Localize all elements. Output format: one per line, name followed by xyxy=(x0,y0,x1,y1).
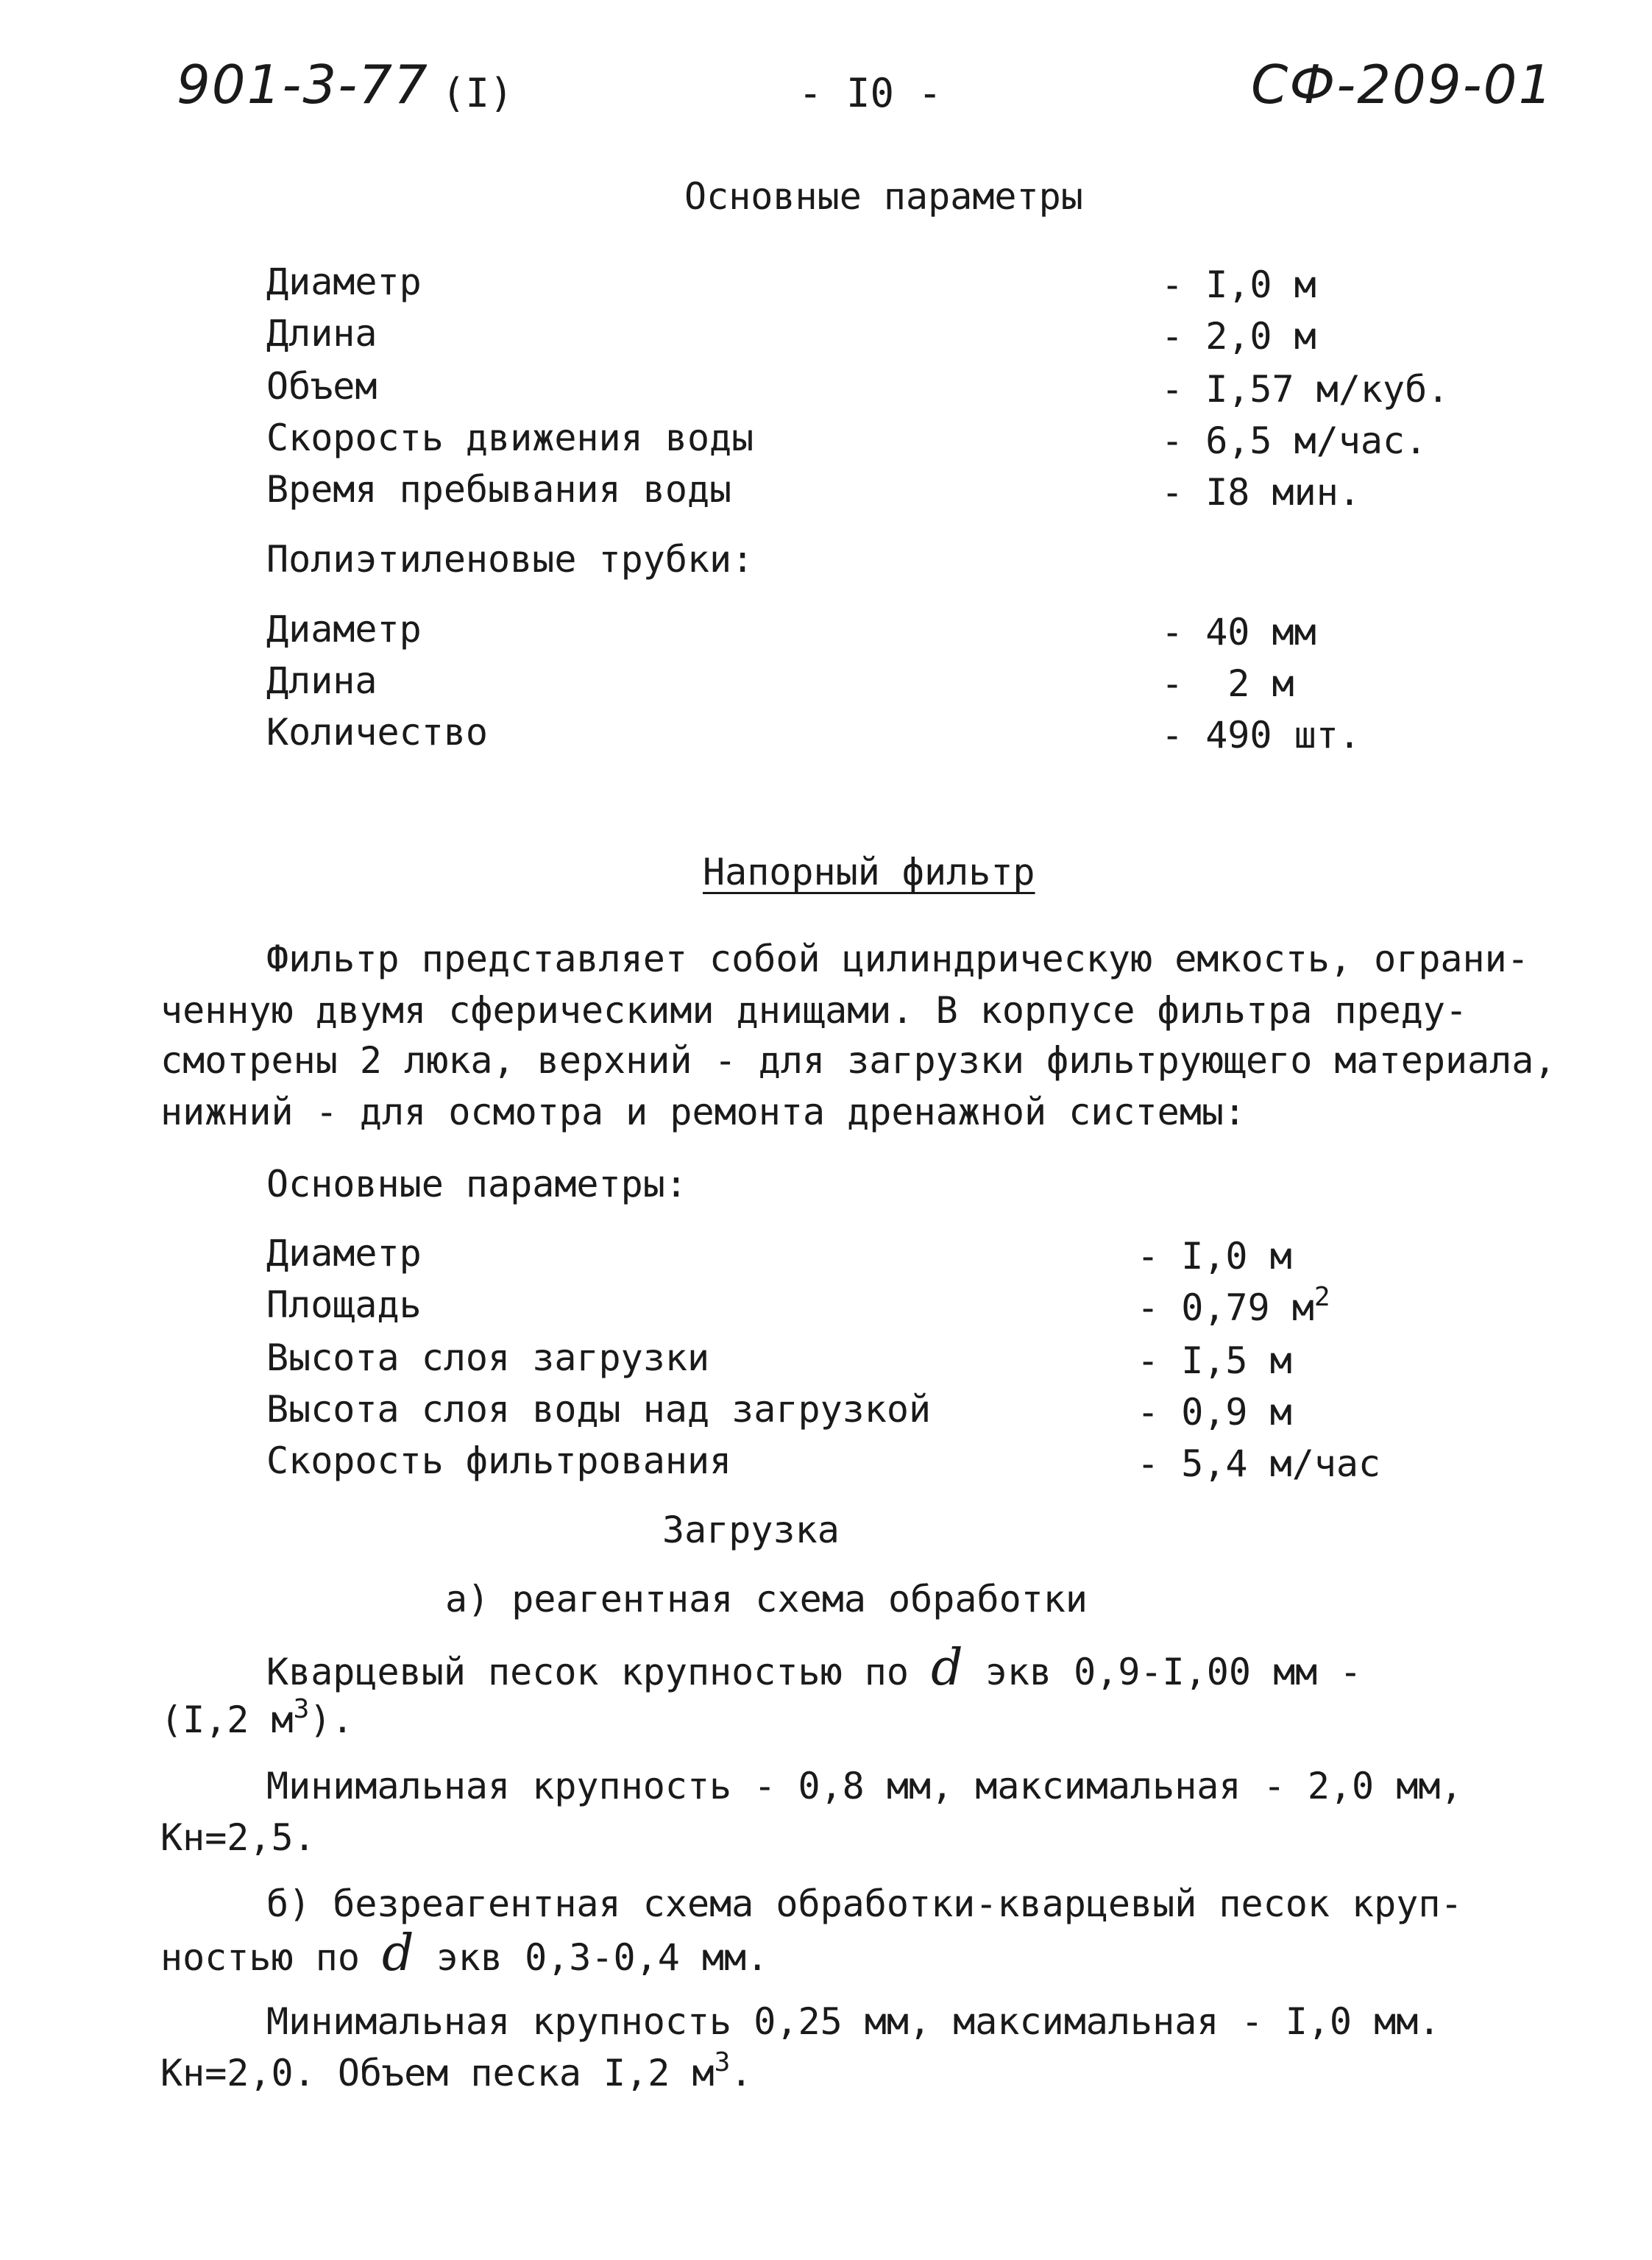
page-number: - I0 - xyxy=(798,70,943,116)
d-equivalent-symbol: d xyxy=(931,1639,963,1697)
param-value: - I8 мин. xyxy=(1161,471,1361,514)
param-label: Объем xyxy=(266,365,377,408)
superscript: 3 xyxy=(714,2047,731,2077)
paragraph-line: ченную двумя сферическими днищами. В корпусе фильтра преду- xyxy=(160,989,1468,1032)
text-fragment: (I,2 м xyxy=(160,1698,294,1741)
param-label: Высота слоя загрузки xyxy=(266,1336,710,1379)
param-value: - 6,5 м/час. xyxy=(1161,419,1428,462)
param-label: Количество xyxy=(266,711,489,754)
text-fragment: экв 0,9-I,00 мм - xyxy=(985,1651,1362,1693)
param-label: Время пребывания воды xyxy=(266,468,732,511)
param-value: - 2 м xyxy=(1161,662,1294,705)
document-code-left: 901-3-77 xyxy=(177,54,429,116)
scheme-b-line-2 xyxy=(160,1924,769,1983)
scheme-a-line-2 xyxy=(160,1694,354,1746)
text-fragment: ностью по xyxy=(160,1936,360,1979)
param-value: - 2,0 м xyxy=(1161,315,1316,358)
scheme-a-line-4: Кн=2,5. xyxy=(160,1816,316,1859)
scheme-b-line-4 xyxy=(160,2047,752,2099)
scheme-a-title: а) реагентная схема обработки xyxy=(445,1578,1088,1620)
param-label: Диаметр xyxy=(266,608,422,651)
param-label: Скорость движения воды xyxy=(266,417,754,459)
param-label: Высота слоя воды над загрузкой xyxy=(266,1388,932,1431)
param-value: - 5,4 м/час xyxy=(1137,1442,1381,1485)
scheme-a-line-1 xyxy=(266,1639,1362,1698)
param-label: Скорость фильтрования xyxy=(266,1439,732,1482)
param-label: Длина xyxy=(266,659,377,702)
tubes-title: Полиэтиленовые трубки: xyxy=(266,538,754,581)
document-code-right: СФ-209-01 xyxy=(1251,54,1554,116)
param-value: - I,57 м/куб. xyxy=(1161,368,1450,411)
paragraph-line: смотрены 2 люка, верхний - для загрузки фильтрующего материала, xyxy=(160,1039,1556,1082)
d-equivalent-symbol: d xyxy=(382,1924,414,1983)
scheme-b-line-3: Минимальная крупность 0,25 мм, максимальная - I,0 мм. xyxy=(266,2000,1441,2043)
param-value xyxy=(1137,1282,1330,1333)
param-value: - I,0 м xyxy=(1137,1235,1292,1278)
param-value: - 40 мм xyxy=(1161,611,1316,653)
superscript: 3 xyxy=(293,1694,310,1724)
filter-params-title: Основные параметры: xyxy=(266,1163,687,1205)
paragraph-line: Фильтр представляет собой цилиндрическую емкость, ограни- xyxy=(266,938,1529,980)
param-label: Диаметр xyxy=(266,1232,422,1275)
param-label: Площадь xyxy=(266,1283,422,1326)
text-fragment: . xyxy=(730,2052,753,2094)
area-value: - 0,79 м xyxy=(1137,1286,1314,1329)
section-title-main-params: Основные параметры xyxy=(684,175,1083,218)
text-fragment: Кн=2,0. Объем песка I,2 м xyxy=(160,2052,715,2094)
param-label: Диаметр xyxy=(266,261,422,303)
param-value: - 490 шт. xyxy=(1161,714,1361,757)
paragraph-line: нижний - для осмотра и ремонта дренажной системы: xyxy=(160,1091,1247,1133)
volume-number: (I) xyxy=(442,70,514,116)
area-superscript: 2 xyxy=(1314,1282,1330,1312)
param-value: - I,5 м xyxy=(1137,1339,1292,1382)
param-value: - I,0 м xyxy=(1161,263,1316,306)
scheme-a-line-3: Минимальная крупность - 0,8 мм, максимальная - 2,0 мм, xyxy=(266,1765,1463,1807)
loading-title: Загрузка xyxy=(662,1509,840,1551)
param-value: - 0,9 м xyxy=(1137,1391,1292,1434)
scheme-b-line-1: б) безреагентная схема обработки-кварцевый песок круп- xyxy=(266,1882,1463,1925)
text-fragment: экв 0,3-0,4 мм. xyxy=(436,1936,769,1979)
section-heading-pressure-filter: Напорный фильтр xyxy=(703,851,1035,893)
text-fragment: ). xyxy=(309,1698,354,1741)
text-fragment: Кварцевый песок крупностью по xyxy=(266,1651,909,1693)
param-label: Длина xyxy=(266,312,377,355)
